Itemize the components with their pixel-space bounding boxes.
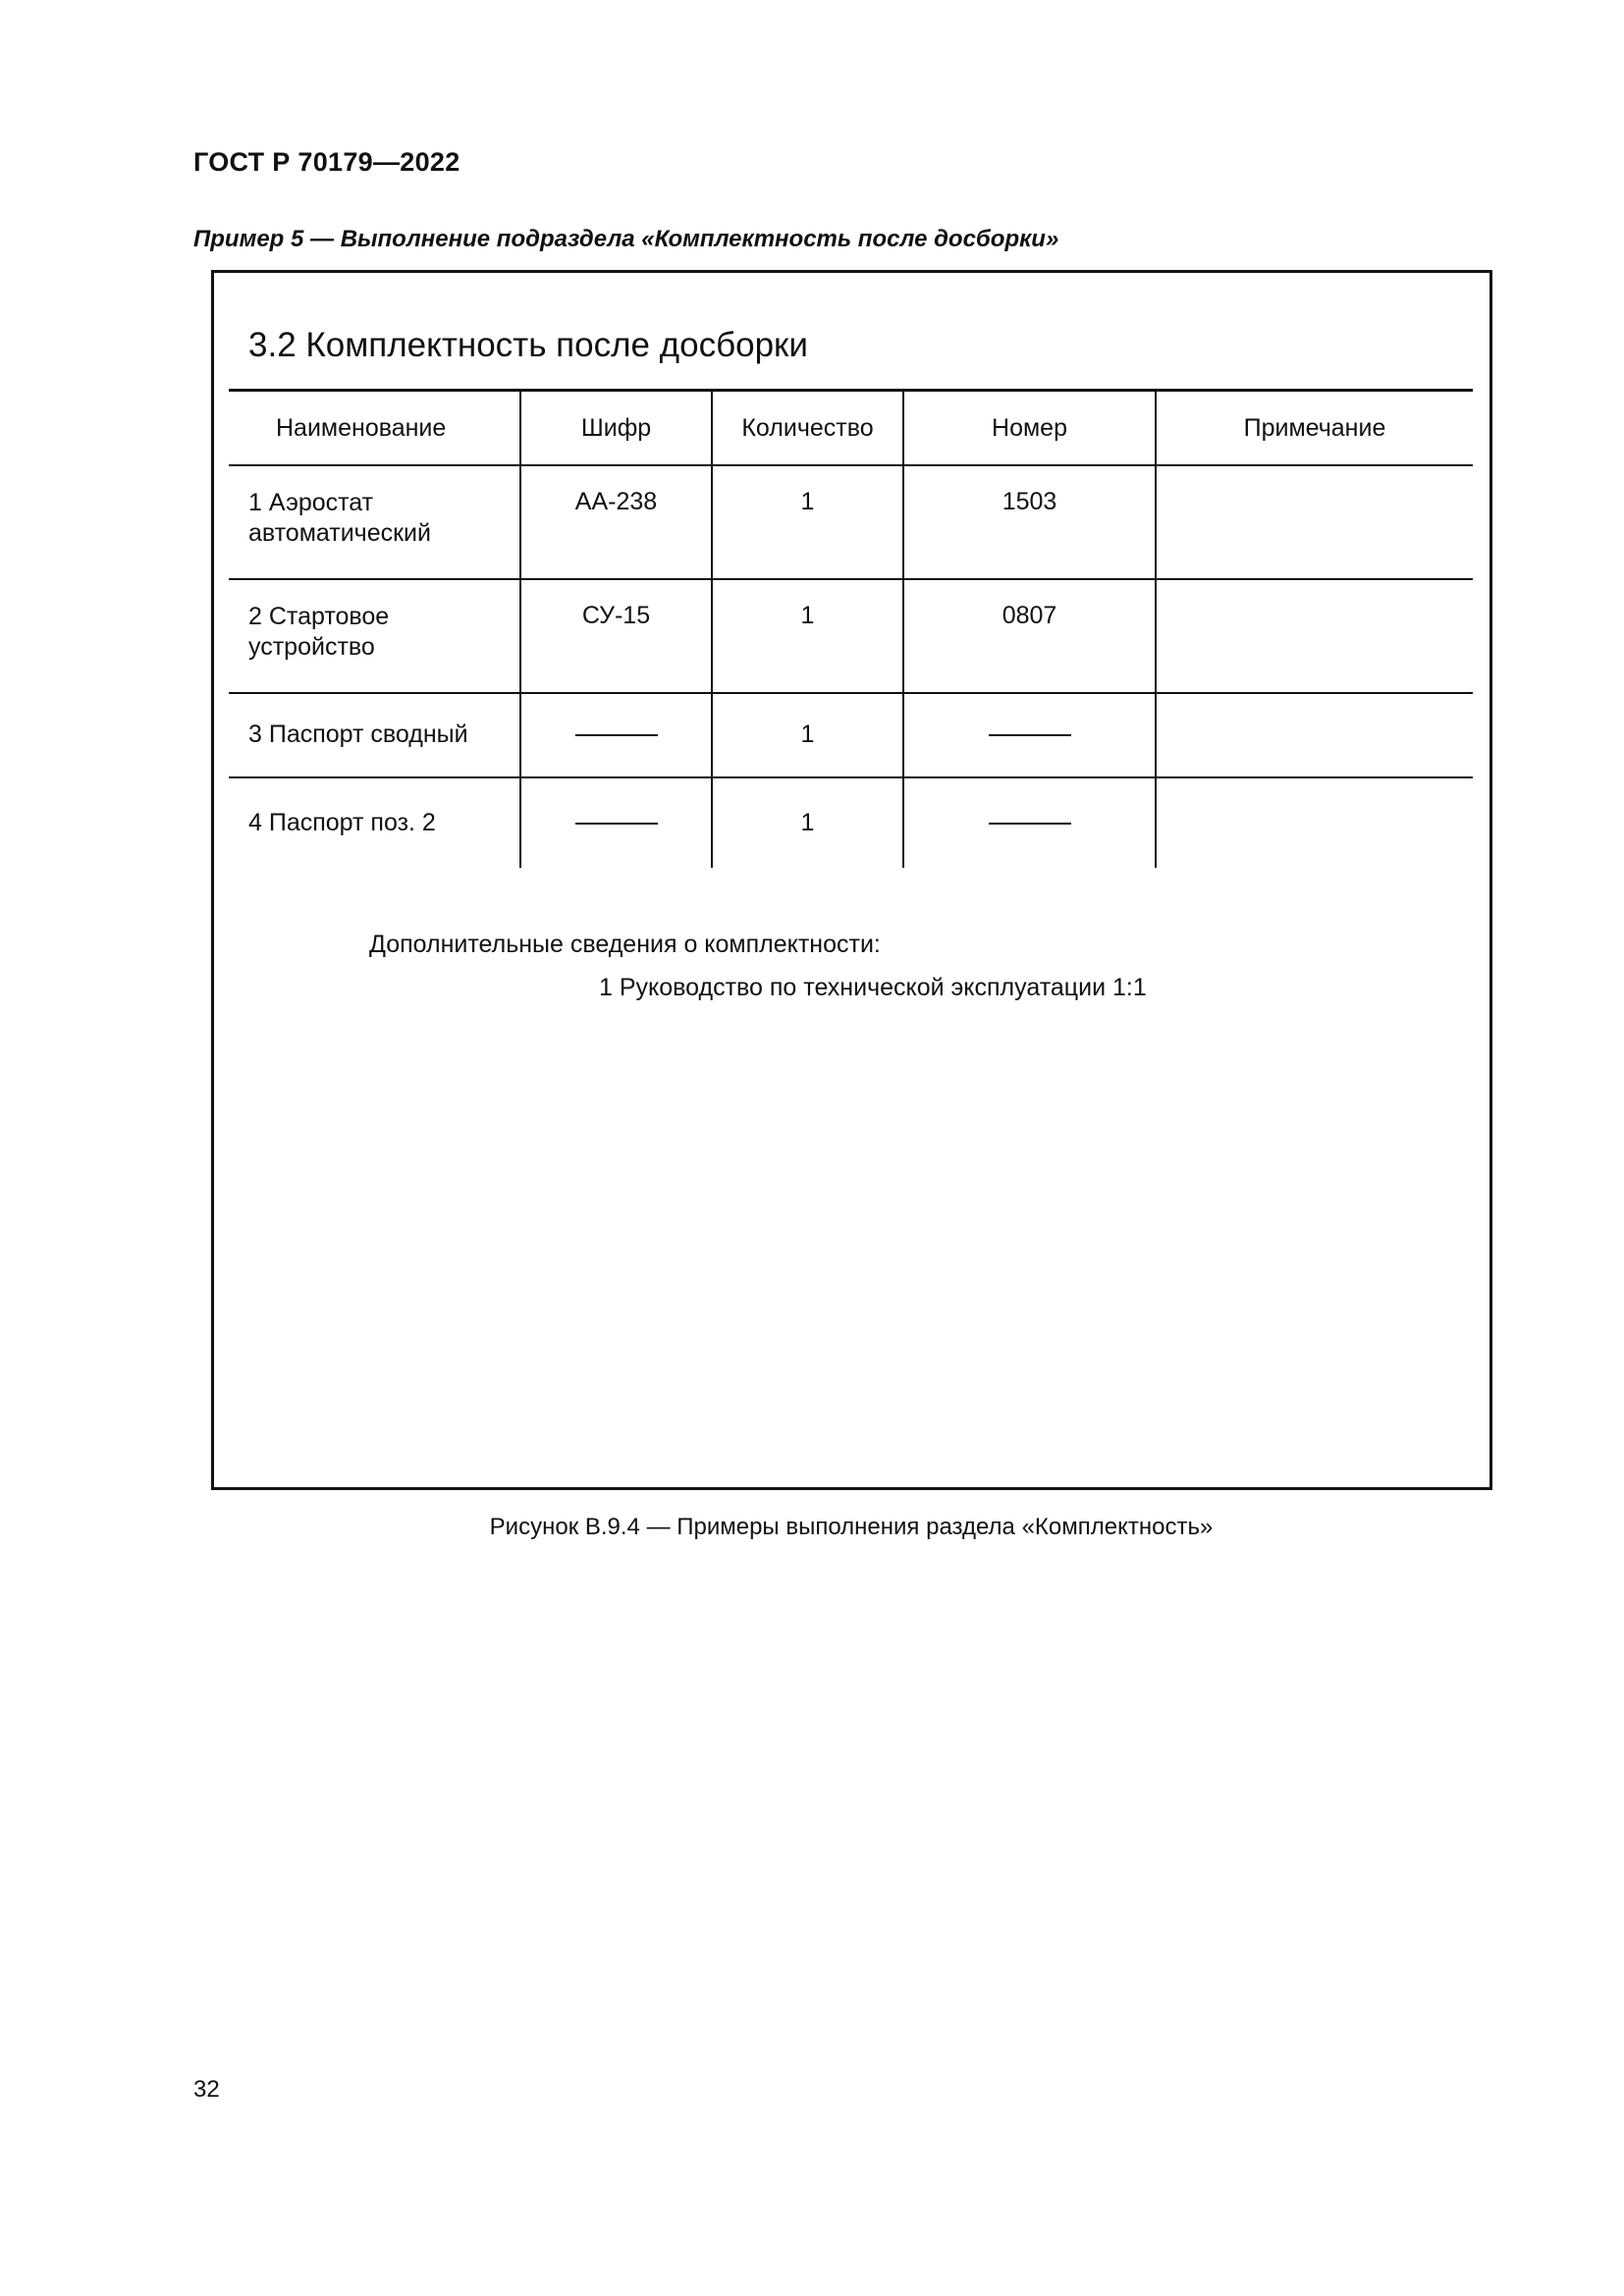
dash-mark (575, 734, 658, 736)
table-row (229, 777, 1473, 868)
cell-name: 3 Паспорт сводный (229, 693, 520, 777)
cell-code: СУ-15 (520, 579, 712, 693)
example-caption: Пример 5 — Выполнение подраздела «Комплектность после досборки» (193, 226, 1059, 252)
cell-quantity: 1 (712, 777, 903, 868)
cell-quantity: 1 (712, 579, 903, 693)
cell-name: 4 Паспорт поз. 2 (229, 777, 520, 868)
column-header-note: Примечание (1156, 391, 1473, 466)
cell-name: 1 Аэростат автоматический (229, 465, 520, 579)
cell-quantity: 1 (712, 465, 903, 579)
column-header-quantity: Количество (712, 391, 903, 466)
cell-note (1156, 579, 1473, 693)
table-row (229, 465, 1473, 579)
figure-caption: Рисунок В.9.4 — Примеры выполнения раздела «Комплектность» (489, 1514, 1214, 1540)
additional-info-heading: Дополнительные сведения о комплектности: (369, 931, 881, 958)
cell-number (903, 693, 1156, 777)
cell-code: АА-238 (520, 465, 712, 579)
column-header-code: Шифр (520, 391, 712, 466)
dash-mark (575, 823, 658, 825)
cell-name: 2 Стартовое устройство (229, 579, 520, 693)
section-title: 3.2 Комплектность после досборки (248, 326, 808, 364)
cell-note (1156, 777, 1473, 868)
table-header-row (229, 391, 1473, 466)
cell-note (1156, 465, 1473, 579)
dash-mark (989, 823, 1071, 825)
cell-code (520, 777, 712, 868)
table-row (229, 579, 1473, 693)
column-header-name: Наименование (229, 391, 520, 466)
dash-mark (989, 734, 1071, 736)
page-number: 32 (193, 2076, 220, 2103)
cell-number: 0807 (903, 579, 1156, 693)
table-row (229, 693, 1473, 777)
cell-note (1156, 693, 1473, 777)
kit-table (229, 389, 1473, 868)
cell-quantity: 1 (712, 693, 903, 777)
additional-info-item: 1 Руководство по технической эксплуатации 1:1 (599, 974, 1147, 1001)
cell-number (903, 777, 1156, 868)
column-header-number: Номер (903, 391, 1156, 466)
cell-number: 1503 (903, 465, 1156, 579)
document-header: ГОСТ Р 70179—2022 (193, 147, 460, 177)
cell-code (520, 693, 712, 777)
